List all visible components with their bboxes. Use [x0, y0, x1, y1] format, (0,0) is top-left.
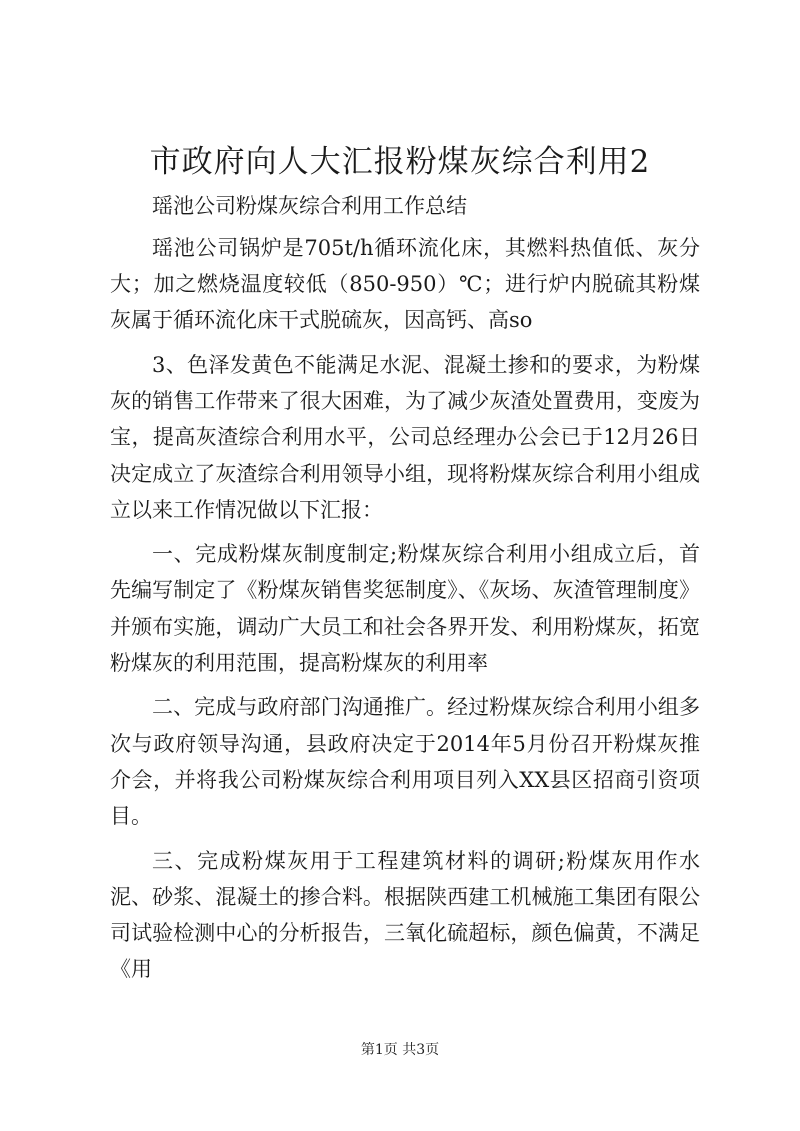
document-body	[110, 188, 700, 993]
paragraph: 二、完成与政府部门沟通推广。经过粉煤灰综合利用小组多次与政府领导沟通，县政府决定于2014年5月份召开粉煤灰推介会，并将我公司粉煤灰综合利用项目列入XX县区招商引资项目。	[110, 695, 700, 829]
document-title: 市政府向人大汇报粉煤灰综合利用2	[149, 144, 651, 180]
page-footer: 第1页 共3页	[360, 1042, 440, 1058]
paragraph-subtitle: 瑶池公司粉煤灰综合利用工作总结	[152, 194, 467, 218]
paragraph: 3、色泽发黄色不能满足水泥、混凝土掺和的要求，为粉煤灰的销售工作带来了很大困难，为了减少灰渣处置费用，变废为宝，提高灰渣综合利用水平，公司总经理办公会已于12月26日决定成立了灰渣综合利用领导小组，现将粉煤灰综合利用小组成立以来工作情况做以下汇报：	[110, 352, 700, 522]
paragraph: 一、完成粉煤灰制度制定;粉煤灰综合利用小组成立后，首先编写制定了《粉煤灰销售奖惩制度》、《灰场、灰渣管理制度》并颁布实施，调动广大员工和社会各界开发、利用粉煤灰，拓宽粉煤灰的利用范围，提高粉煤灰的利用率	[110, 542, 700, 676]
paragraph: 瑶池公司锅炉是705t/h循环流化床，其燃料热值低、灰分大；加之燃烧温度较低（850-950）℃；进行炉内脱硫其粉煤灰属于循环流化床干式脱硫灰，因高钙、高so	[110, 235, 700, 333]
paragraph: 三、完成粉煤灰用于工程建筑材料的调研;粉煤灰用作水泥、砂浆、混凝土的掺合料。根据陕西建工机械施工集团有限公司试验检测中心的分析报告，三氧化硫超标，颜色偏黄，不满足《用	[110, 848, 700, 982]
